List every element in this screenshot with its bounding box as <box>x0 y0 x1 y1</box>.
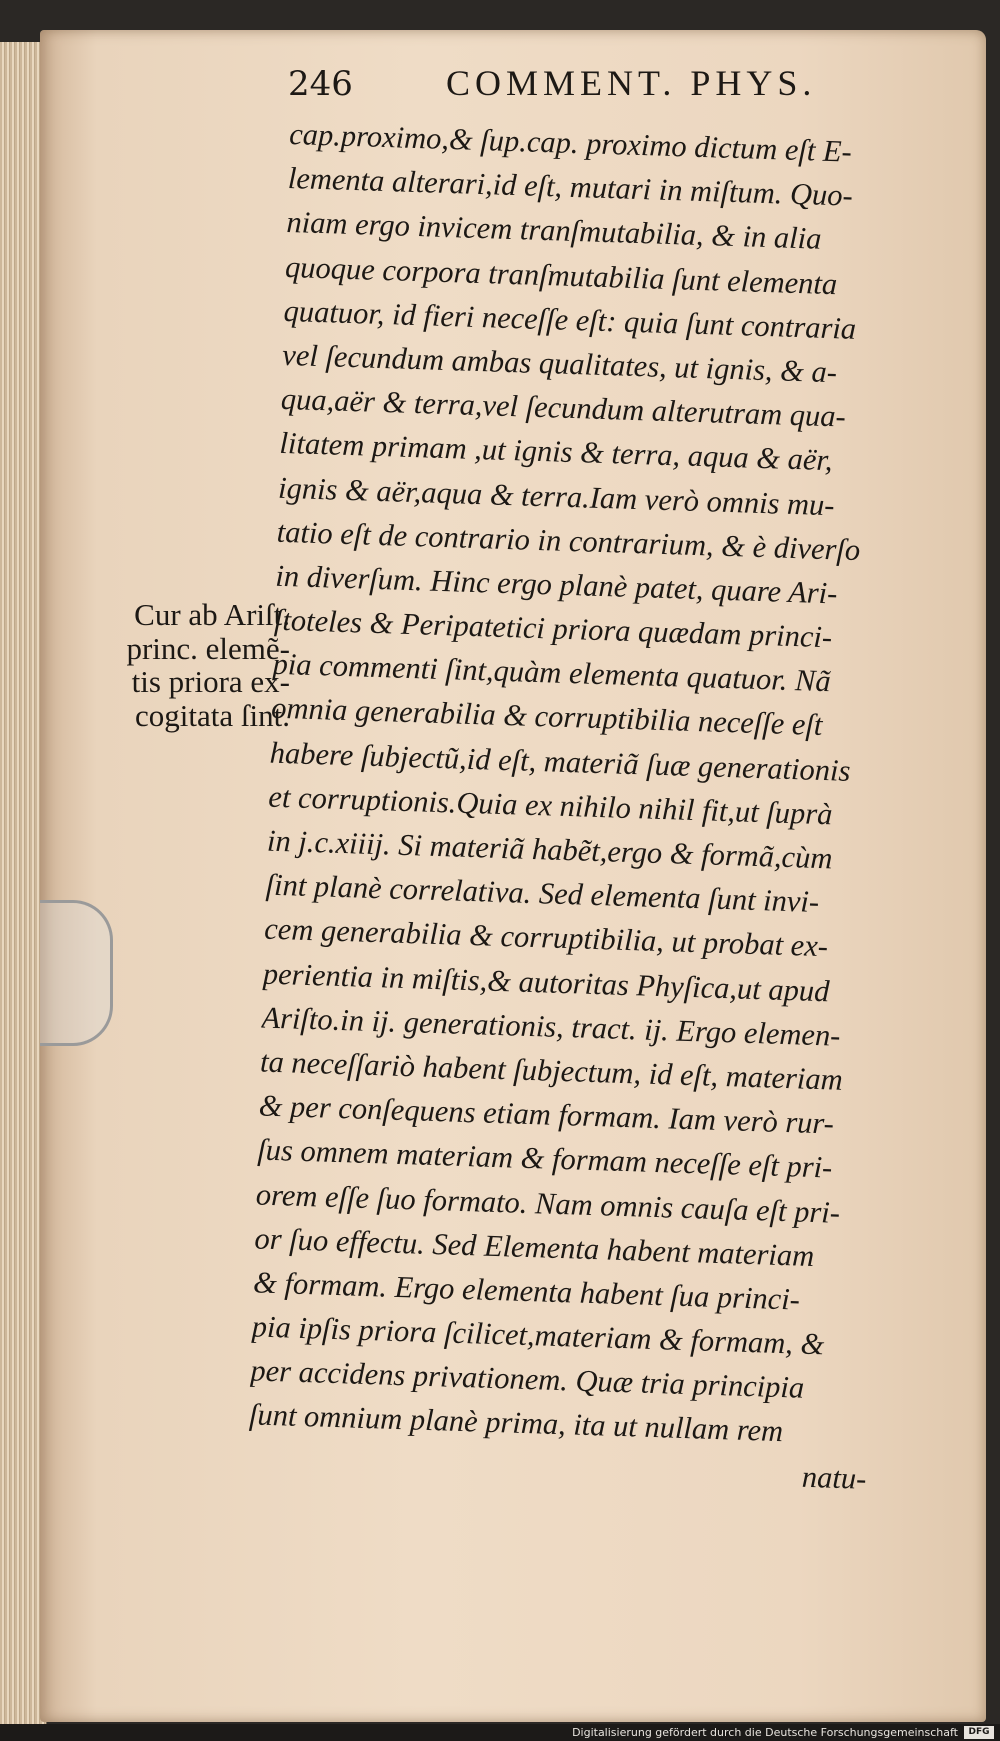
text-line: ſus omnem materiam & formam neceſſe eſt pri- <box>256 1132 833 1185</box>
footer-bar <box>0 1724 1000 1741</box>
text-line: niam ergo invicem tranſmutabilia, & in alia <box>285 205 822 257</box>
dfg-logo: DFG <box>964 1726 994 1739</box>
text-line: in diverſum. Hinc ergo planè patet, quare Ari- <box>274 558 838 611</box>
text-line: quatuor, id fieri neceſſe eſt: quia ſunt contraria <box>283 293 857 346</box>
text-line: quoque corpora tranſmutabilia ſunt elementa <box>284 249 838 301</box>
text-line: ta neceſſariò habent ſubjectum, id eſt, materiam <box>259 1044 844 1097</box>
text-line: litatem primam ,ut ignis & terra, aqua & aër, <box>279 426 834 478</box>
text-line: in j.c.xiiij. Si materiã habẽt,ergo & formã,cùm <box>266 823 833 876</box>
text-line: pia ipſis priora ſcilicet,materiam & formam, & <box>251 1309 825 1362</box>
text-line: ſunt omnium planè prima, ita ut nullam rem <box>248 1397 784 1449</box>
text-line: vel ſecundum ambas qualitates, ut ignis, & a- <box>281 337 838 390</box>
text-line: et corruptionis.Quia ex nihilo nihil fit,ut ſuprà <box>267 779 833 832</box>
page-clip <box>40 900 113 1046</box>
margin-note-line: tis priora ex- <box>131 664 290 699</box>
text-line: perientia in miſtis,& autoritas Phyſica,ut apud <box>262 956 830 1008</box>
text-line: ſint planè correlativa. Sed elementa ſunt invi- <box>265 867 820 920</box>
text-line: habere ſubjectũ,id eſt, materiã ſuæ generationis <box>269 735 851 788</box>
text-line: omnia generabilia & corruptibilia neceſſe eſt <box>270 691 823 743</box>
text-line: Ariſto.in ij. generationis, tract. ij. Ergo elemen- <box>261 1000 841 1053</box>
text-line: ignis & aër,aqua & terra.Iam verò omnis mu- <box>277 470 836 522</box>
margin-note-line: cogitata ſint. <box>135 697 290 733</box>
text-line: ſtoteles & Peripatetici priora quædam princi- <box>273 602 833 655</box>
text-line: orem eſſe ſuo formato. Nam omnis cauſa eſt pri- <box>255 1176 841 1230</box>
text-line: cap.proximo,& ſup.cap. proximo dictum eſt E- <box>288 116 853 169</box>
text-line: lementa alterari,id eſt, mutari in miſtum. Quo- <box>287 161 854 213</box>
margin-note-line: princ. elemẽ- <box>126 630 290 666</box>
running-title: COMMENT. PHYS. <box>446 63 817 103</box>
page-number: 246 <box>288 64 353 104</box>
text-line: & per conſequens etiam formam. Iam verò rur- <box>258 1088 835 1141</box>
margin-note-line: Cur ab Ariſt. <box>134 597 290 632</box>
text-line: qua,aër & terra,vel ſecundum alterutram qua- <box>280 381 847 434</box>
text-line: & formam. Ergo elementa habent ſua princi- <box>252 1265 801 1317</box>
text-line: or ſuo effectu. Sed Elementa habent materiam <box>254 1221 815 1273</box>
text-line: cem generabilia & corruptibilia, ut probat ex- <box>263 911 829 964</box>
margin-note <box>94 598 290 732</box>
body-text <box>247 112 915 1501</box>
text-line: tatio eſt de contrario in contrarium, & è diverſo <box>276 514 861 567</box>
catchword: natu- <box>801 1459 867 1496</box>
page-header <box>288 62 888 106</box>
text-line: per accidens privationem. Quæ tria principia <box>249 1353 805 1406</box>
digitization-credit: Digitalisierung gefördert durch die Deutsche Forschungsgemeinschaft <box>572 1726 958 1739</box>
text-line: pia commenti ſint,quàm elementa quatuor. Nã <box>272 646 832 699</box>
